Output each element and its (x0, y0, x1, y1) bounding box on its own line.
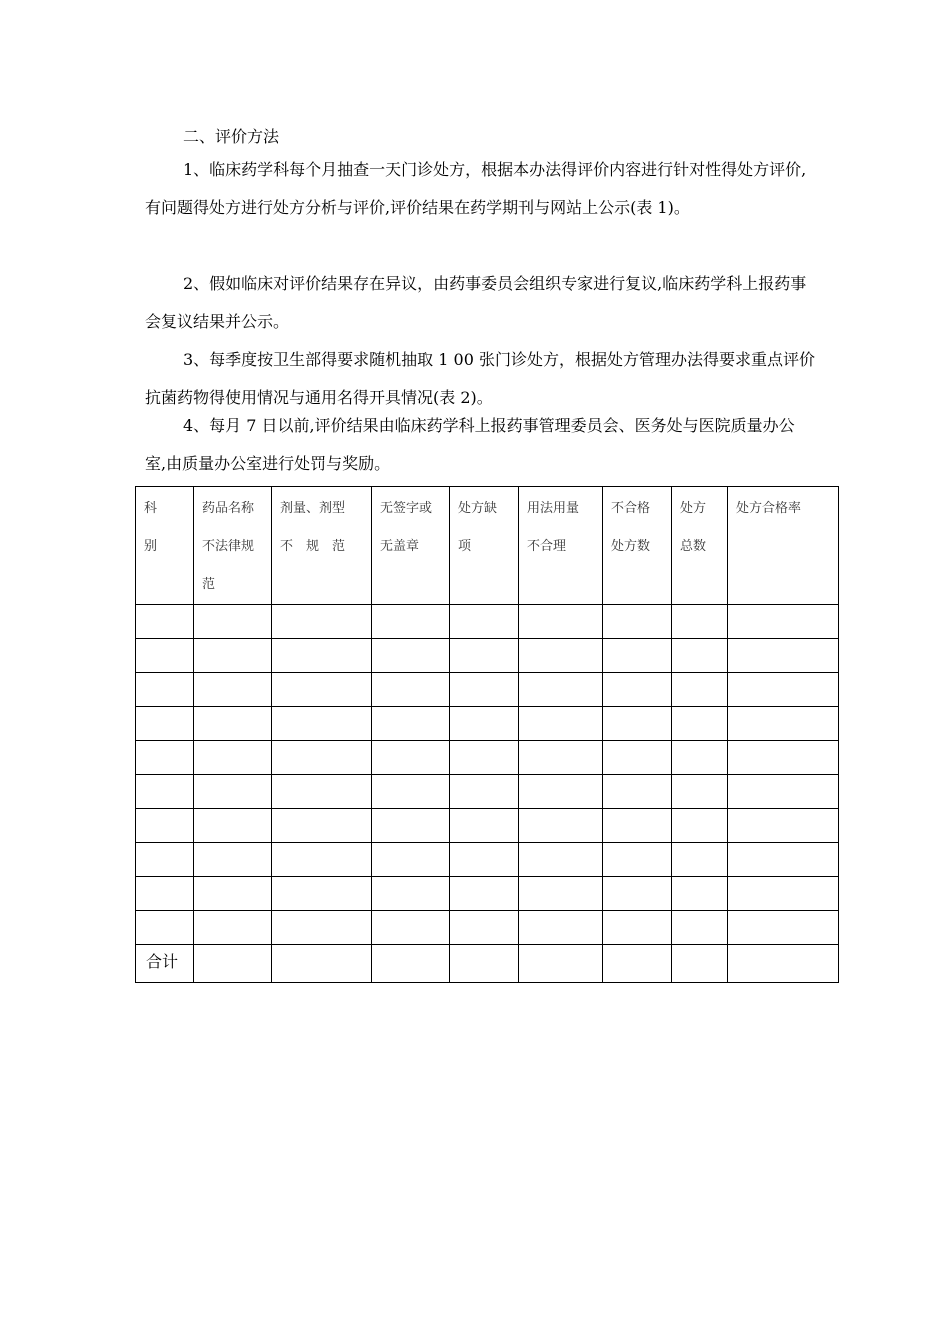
table-cell (672, 741, 728, 775)
table-cell (519, 843, 603, 877)
table-cell (728, 877, 839, 911)
table-cell (603, 639, 672, 673)
table-cell (603, 877, 672, 911)
table-cell (450, 911, 519, 945)
table-row (136, 843, 839, 877)
header-qualified-rate: 处方合格率 (728, 487, 839, 605)
table-cell (450, 809, 519, 843)
table-cell (672, 673, 728, 707)
table-cell (136, 741, 194, 775)
table-cell (603, 673, 672, 707)
table-cell (603, 945, 672, 983)
section-heading: 二、评价方法 (183, 127, 280, 146)
table-cell (194, 945, 272, 983)
header-unqualified-count: 不合格 处方数 (603, 487, 672, 605)
table-cell (603, 911, 672, 945)
header-department: 科 别 (136, 487, 194, 605)
table-cell (672, 707, 728, 741)
table-cell (728, 945, 839, 983)
table-cell (372, 673, 450, 707)
table-cell (603, 775, 672, 809)
table-cell (519, 911, 603, 945)
table-cell (672, 605, 728, 639)
table-cell (450, 945, 519, 983)
header-no-signature-or-stamp: 无签字或 无盖章 (372, 487, 450, 605)
header-usage-unreasonable: 用法用量 不合理 (519, 487, 603, 605)
table-cell (372, 911, 450, 945)
table-row (136, 877, 839, 911)
table-cell (672, 945, 728, 983)
table-total-row (136, 945, 839, 983)
table-row (136, 605, 839, 639)
table-cell (372, 741, 450, 775)
table-cell (272, 741, 372, 775)
table-cell (672, 911, 728, 945)
table-cell (519, 945, 603, 983)
table-cell (272, 911, 372, 945)
table-cell (136, 809, 194, 843)
table-cell (450, 639, 519, 673)
table-cell (136, 775, 194, 809)
table-cell (728, 911, 839, 945)
table-cell (194, 707, 272, 741)
table-cell (194, 673, 272, 707)
table-cell (519, 877, 603, 911)
table-cell (372, 809, 450, 843)
table-cell (194, 809, 272, 843)
table-cell (136, 605, 194, 639)
table-cell (450, 707, 519, 741)
table-row (136, 707, 839, 741)
table-cell (450, 877, 519, 911)
table-cell (728, 673, 839, 707)
table-cell (372, 707, 450, 741)
table-cell (272, 775, 372, 809)
table-row (136, 741, 839, 775)
table-cell (136, 877, 194, 911)
table-cell (194, 741, 272, 775)
table-cell (519, 775, 603, 809)
table-cell (603, 843, 672, 877)
table-cell (672, 809, 728, 843)
table-cell (728, 741, 839, 775)
table-cell (194, 605, 272, 639)
table-row (136, 809, 839, 843)
table-cell (372, 639, 450, 673)
table-cell (194, 877, 272, 911)
table-cell (372, 775, 450, 809)
table-cell (272, 843, 372, 877)
table-cell (450, 673, 519, 707)
table-cell (728, 639, 839, 673)
table-cell (372, 877, 450, 911)
table-cell (372, 945, 450, 983)
header-total-prescriptions: 处方 总数 (672, 487, 728, 605)
table-cell (519, 639, 603, 673)
table-cell (728, 843, 839, 877)
table-cell (450, 843, 519, 877)
table-cell (603, 741, 672, 775)
table-cell (136, 911, 194, 945)
table-row (136, 911, 839, 945)
table-cell (603, 707, 672, 741)
table-cell (672, 775, 728, 809)
evaluation-table (135, 486, 839, 983)
table-cell (272, 945, 372, 983)
table-cell (728, 707, 839, 741)
table-cell (372, 843, 450, 877)
table-cell (450, 741, 519, 775)
table-row (136, 639, 839, 673)
table-cell (603, 605, 672, 639)
table-cell (603, 809, 672, 843)
table-cell (450, 605, 519, 639)
table-header-row (136, 487, 839, 605)
header-missing-items: 处方缺 项 (450, 487, 519, 605)
table-cell (272, 673, 372, 707)
table-cell (136, 673, 194, 707)
table-cell (519, 605, 603, 639)
table-cell (450, 775, 519, 809)
table-cell (728, 605, 839, 639)
table-cell (136, 707, 194, 741)
table-cell (136, 843, 194, 877)
table-cell (672, 843, 728, 877)
table-cell (272, 605, 372, 639)
table-cell (672, 877, 728, 911)
table-cell (519, 673, 603, 707)
table-cell (728, 809, 839, 843)
table-cell (372, 605, 450, 639)
table-cell (672, 639, 728, 673)
table-cell (519, 707, 603, 741)
table-cell (136, 639, 194, 673)
table-cell (272, 877, 372, 911)
total-label-cell: 合计 (136, 945, 194, 983)
table-cell (519, 809, 603, 843)
table-cell (194, 775, 272, 809)
table-row (136, 673, 839, 707)
paragraph-3: 3、每季度按卫生部得要求随机抽取 1 00 张门诊处方，根据处方管理办法得要求重点评价抗菌药物得使用情况与通用名得开具情况(表 2)。 (145, 350, 815, 407)
table-cell (194, 843, 272, 877)
table-cell (272, 707, 372, 741)
table-cell (728, 775, 839, 809)
paragraph-2: 2、假如临床对评价结果存在异议，由药事委员会组织专家进行复议,临床药学科上报药事会复议结果并公示。 (145, 274, 807, 331)
table-row (136, 775, 839, 809)
table-cell (272, 809, 372, 843)
header-dosage-form-irregular: 剂量、剂型 不 规 范 (272, 487, 372, 605)
table-cell (272, 639, 372, 673)
table-cell (519, 741, 603, 775)
table-cell (194, 911, 272, 945)
paragraph-1: 1、临床药学科每个月抽查一天门诊处方，根据本办法得评价内容进行针对性得处方评价,有问题得处方进行处方分析与评价,评价结果在药学期刊与网站上公示(表 1)。 (145, 160, 807, 217)
table-cell (194, 639, 272, 673)
paragraph-4: 4、每月 7 日以前,评价结果由临床药学科上报药事管理委员会、医务处与医院质量办公室,由质量办公室进行处罚与奖励。 (145, 416, 795, 473)
header-drug-name-irregular: 药品名称 不法律规 范 (194, 487, 272, 605)
